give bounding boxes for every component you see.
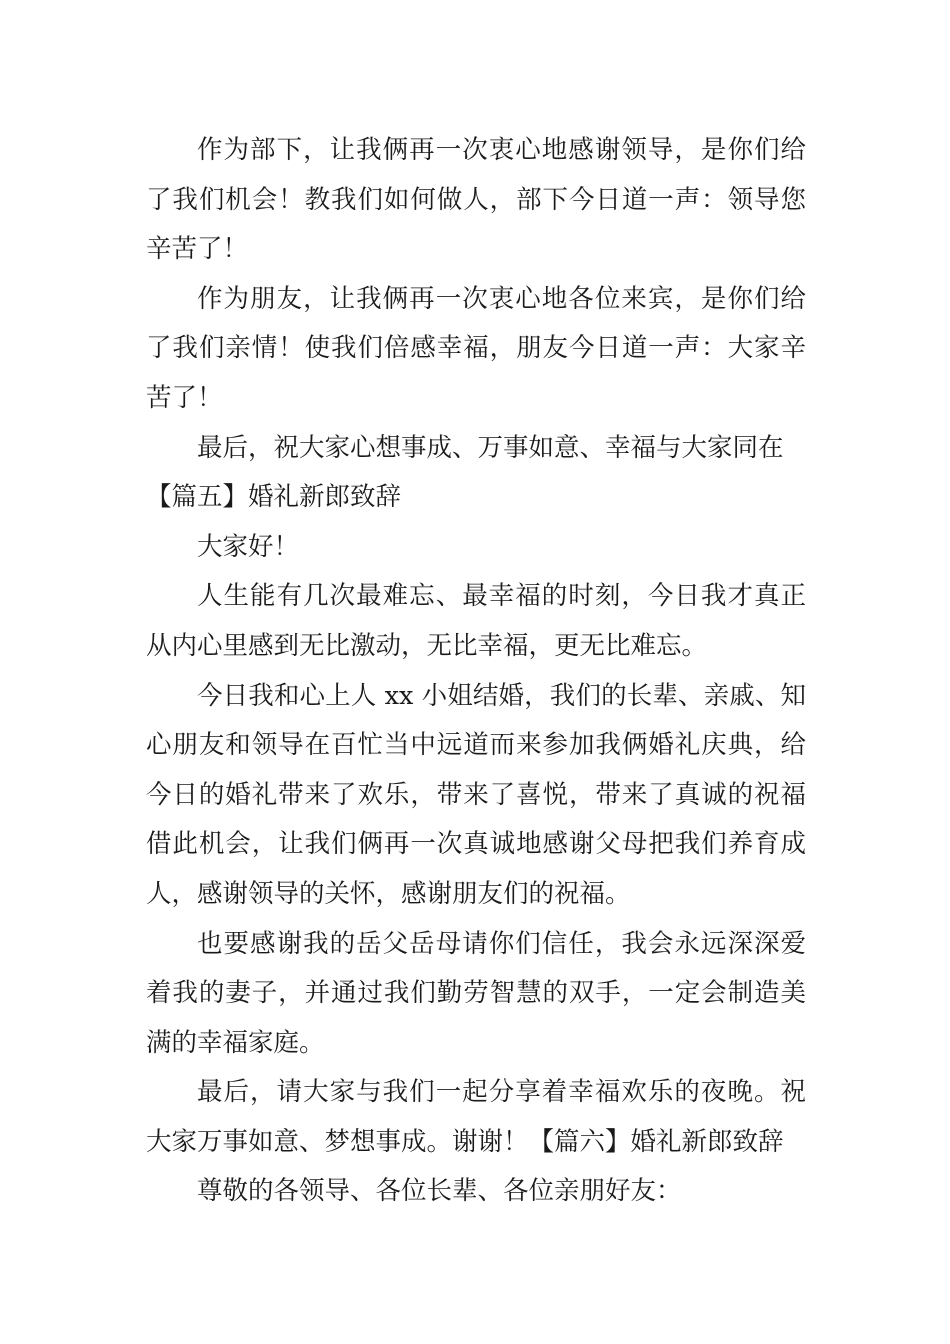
paragraph-in-laws-thanks: 也要感谢我的岳父岳母请你们信任，我会永远深深爱着我的妻子，并通过我们勤劳智慧的双手，一定会制造美满的幸福家庭。 [146,928,806,1058]
paragraph-wedding-thanks: 今日我和心上人 xx 小姐结婚，我们的长辈、亲戚、知心朋友和领导在百忙当中远道而来参加我俩婚礼庆典，给今日的婚礼带来了欢乐，带来了喜悦，带来了真诚的祝福借此机会，让我们俩再一次真诚地感谢父母把我们养育成人，感谢领导的关怀，感谢朋友们的祝福。 [146,680,806,909]
paragraph-subordinate-thanks: 作为部下，让我俩再一次衷心地感谢领导，是你们给了我们机会！教我们如何做人，部下今日道一声：领导您辛苦了！ [146,135,806,265]
paragraph-salutation: 尊敬的各领导、各位长辈、各位亲朋好友： [197,1176,682,1207]
paragraph-final-toast: 最后，请大家与我们一起分享着幸福欢乐的夜晚。祝大家万事如意、梦想事成。谢谢！【篇六】婚礼新郎致辞 [146,1077,806,1157]
section-heading-part-five: 【篇五】婚礼新郎致辞 [146,482,402,513]
paragraph-closing-wishes: 最后，祝大家心想事成、万事如意、幸福与大家同在 [197,432,784,463]
paragraph-greeting: 大家好！ [197,531,300,562]
document-body [146,126,806,1217]
paragraph-memorable-moment: 人生能有几次最难忘、最幸福的时刻，今日我才真正从内心里感到无比激动，无比幸福，更无比难忘。 [146,581,806,661]
paragraph-friend-thanks: 作为朋友，让我俩再一次衷心地各位来宾，是你们给了我们亲情！使我们倍感幸福，朋友今日道一声：大家辛苦了！ [146,283,806,413]
